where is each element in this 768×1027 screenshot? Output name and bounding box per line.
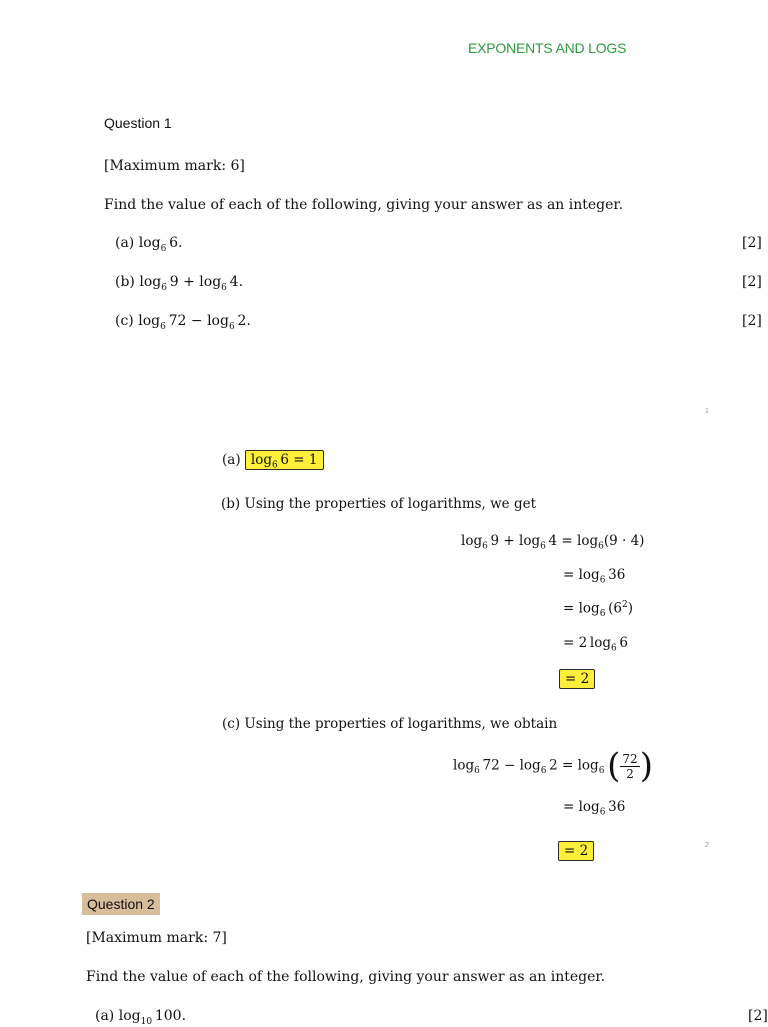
question-1-part-b: (b) $\log_6 9 + \log_6 4$. (115, 274, 244, 293)
question-1-title: Question 1 (104, 115, 172, 131)
question-1-part-a: (a) $\log_6 6$. (115, 235, 183, 254)
solution-b-answer-highlight: = 2 (559, 669, 595, 689)
question-1-instruction: Find the value of each of the following, giving your answer as an integer. (104, 197, 624, 213)
solution-b-eq-4: = 2 $\log_6 6$ (563, 635, 629, 654)
part-c-marks: [2] (742, 313, 762, 329)
solution-a (222, 452, 324, 471)
solution-a-label: (a) (222, 452, 241, 468)
document-header: EXPONENTS AND LOGS (468, 40, 627, 56)
page-number-1: 1 (705, 408, 709, 415)
solution-c-answer-highlight: = 2 (558, 841, 594, 861)
part-c-label: (c) (115, 313, 134, 329)
solution-c-answer (558, 843, 594, 859)
solution-b-eq-2: = $\log_6 36$ (563, 567, 626, 586)
solution-b-intro: (b) Using the properties of logarithms, we get (221, 496, 537, 512)
question-2-part-a: (a) $\log_{10} 100$. (95, 1008, 187, 1027)
solution-c-intro: (c) Using the properties of logarithms, we obtain (222, 716, 558, 732)
question-1-max-mark: [Maximum mark: 6] (104, 158, 245, 174)
solution-b-eq-3: = $\log_6 (6^2)$ (563, 600, 634, 620)
solution-c-eq-1: $\log_6 72 - \log_6 2 = \log_6$ ( $\frac{72}{2}$ ) (453, 746, 653, 786)
part-b-marks: [2] (742, 274, 762, 290)
question-1-part-c: (c) $\log_6 72 - \log_6 2$. (115, 313, 251, 332)
question-2-max-mark: [Maximum mark: 7] (86, 930, 227, 946)
solution-c-eq-2: = $\log_6 36$ (563, 799, 626, 818)
q2-part-a-marks: [2] (748, 1008, 768, 1024)
q2-part-a-label: (a) (95, 1008, 115, 1024)
question-2-title: Question 2 (82, 893, 160, 915)
solution-b-answer (559, 671, 595, 687)
solution-b-eq-1: $\log_6 9 + \log_6 4 = \log_6(9 \cdot 4)$ (461, 533, 645, 552)
question-2-instruction: Find the value of each of the following, giving your answer as an integer. (86, 969, 606, 985)
part-a-marks: [2] (742, 235, 762, 251)
solution-a-answer-highlight: $\log_6 6 = 1$ (245, 450, 324, 470)
page-number-2: 2 (705, 842, 709, 849)
part-a-label: (a) (115, 235, 135, 251)
part-b-label: (b) (115, 274, 135, 290)
